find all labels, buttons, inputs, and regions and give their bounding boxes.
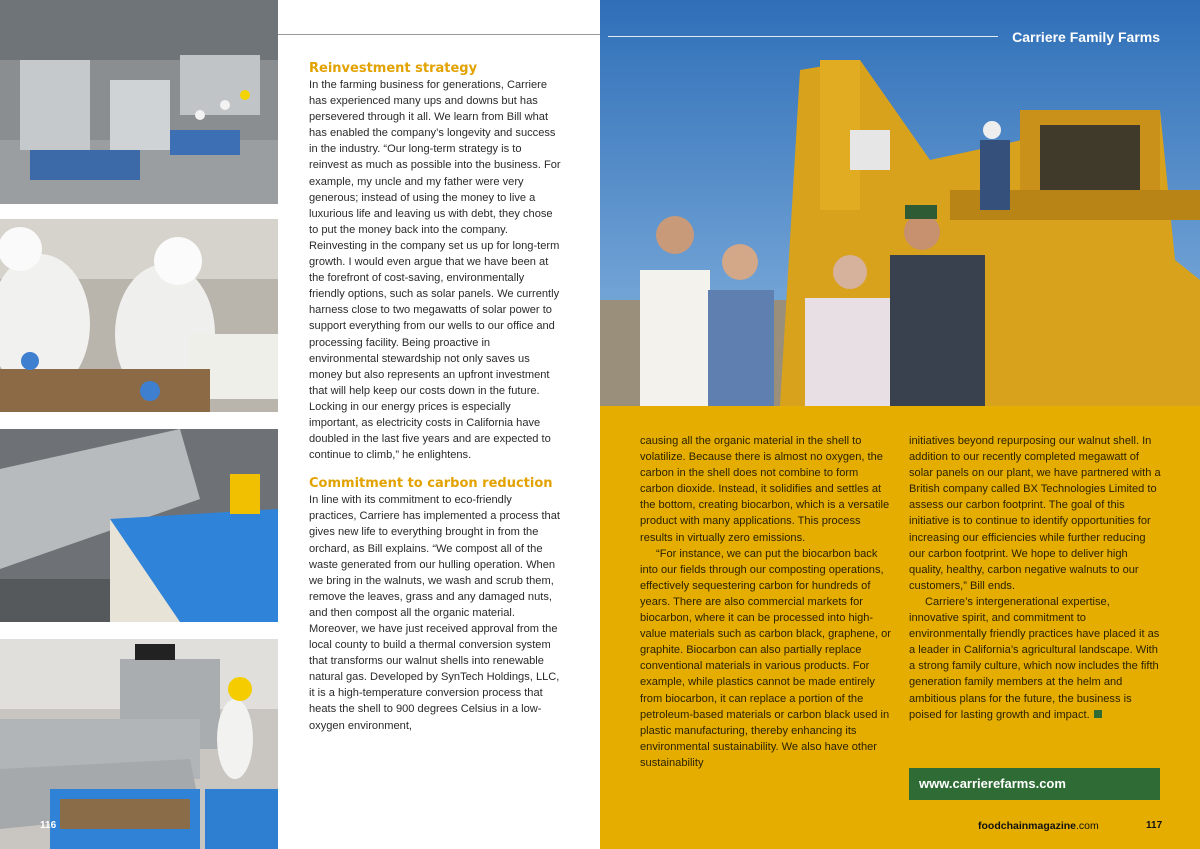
site-name: foodchainmagazine xyxy=(978,820,1077,832)
photo-conveyor-bins xyxy=(0,429,278,622)
magazine-site xyxy=(978,820,1099,832)
photo-processing-floor xyxy=(0,0,278,204)
left-text-column xyxy=(309,61,561,734)
header-rule xyxy=(608,36,998,37)
heading-reinvestment: Reinvestment strategy xyxy=(309,61,478,76)
conclusion-text: Carriere’s intergenerational expertise, innovative spirit, and commitment to environmentally friendly practices have placed it as a leader in California’s agricultural landscape. With a strong family culture, which now includes the fifth generation family members at the helm and ambitious plans for the future, the business is poised for lasting growth and impact. xyxy=(909,595,1160,721)
heading-carbon-reduction: Commitment to carbon reduction xyxy=(309,476,553,492)
paragraph-initiatives: initiatives beyond repurposing our walnut shell. In addition to our recently completed megawatt of solar panels on our plant, we have partnered with a British company called BX Technologies Limited to assess our carbon footprint. The goal of this initiative is to continue to identify opportunities for increasing our efficiencies while further reducing our carbon footprint. We hope to deliver high quality, healthy, carbon negative walnuts to our customers,” Bill ends. xyxy=(909,435,1161,592)
page-number-right: 117 xyxy=(1146,820,1163,831)
page-number-left: 116 xyxy=(40,820,57,831)
site-suffix: .com xyxy=(1076,820,1099,832)
paragraph-carbon-reduction: In line with its commitment to eco-friendly practices, Carriere has implemented a process that gives new life to everything brought in from the orchard, as Bill explains. “We compost all of the waste generated from our hulling operation. When we bring in the walnuts, we wash and scrub them, remove the leaves, grass and any damaged nuts, and then compost all the organic material. Moreover, we have just received approval from the local county to build a thermal conversion system that transforms our walnut shells into renewable natural gas. Developed by SynTech Holdings, LLC, it is a high-temperature conversion process that heats the shell to 900 degrees Celsius in a low-oxygen environment, xyxy=(309,494,560,732)
photo-weigh-station xyxy=(0,639,278,849)
paragraph-biocarbon: causing all the organic material in the shell to volatilize. Because there is almost no oxygen, the carbon in the shell does not combine to form carbon dioxide. Instead, it solidifies and settles at the bottom, creating biocarbon, which is a versatile product with many applications. This process results in virtually zero emissions. xyxy=(640,435,890,544)
section-header-brand: Carriere Family Farms xyxy=(1012,29,1160,45)
top-rule xyxy=(278,34,600,35)
paragraph-conclusion xyxy=(909,594,1161,723)
website-link[interactable] xyxy=(909,768,1160,800)
paragraph-biocarbon-uses: “For instance, we can put the biocarbon back into our fields through our composting operations, effectively sequestering carbon for hundreds of years. There are also commercial markets for biocarbon, where it can be processed into high-value materials such as carbon black, graphene, or graphite. Biocarbon can also partially replace conventional materials in various products. For example, while plastics cannot be made entirely from biocarbon, it can replace a portion of the petroleum-based materials or carbon black used in plastic manufacturing, thereby enhancing its environmental sustainability. We also have other sustainability xyxy=(640,547,891,769)
photo-family-harvester xyxy=(600,0,1200,406)
website-url: www.carrierefarms.com xyxy=(919,776,1066,791)
paragraph-reinvestment: In the farming business for generations, Carriere has experienced many ups and downs but has persevered through it all. We learn from Bill what has enabled the company’s longevity and success in the industry. “Our long-term strategy is to reinvest as much as possible into the business. For example, my uncle and my father were very generous; instead of using the money to live a luxurious life and leaving us with debt, they chose to put the money back into the company. Reinvesting in the company set us up for long-term growth. I would even argue that we have been at the forefront of cost-saving, environmentally friendly options, such as solar panels. We currently harness close to two megawatts of solar power to support everything from our wells to our office and processing facility. Being proactive in environmental stewardship not only saves us money but also represents an upfront investment that will help keep our costs down in the future. Locking in our energy prices is especially important, as electricity costs in California have doubled in the last five years and are expected to continue to climb,” he enlightens. xyxy=(309,79,561,462)
middle-text-column xyxy=(640,433,893,771)
right-text-column xyxy=(909,433,1161,723)
photo-workers-sorting xyxy=(0,219,278,412)
end-square-icon xyxy=(1094,710,1102,718)
